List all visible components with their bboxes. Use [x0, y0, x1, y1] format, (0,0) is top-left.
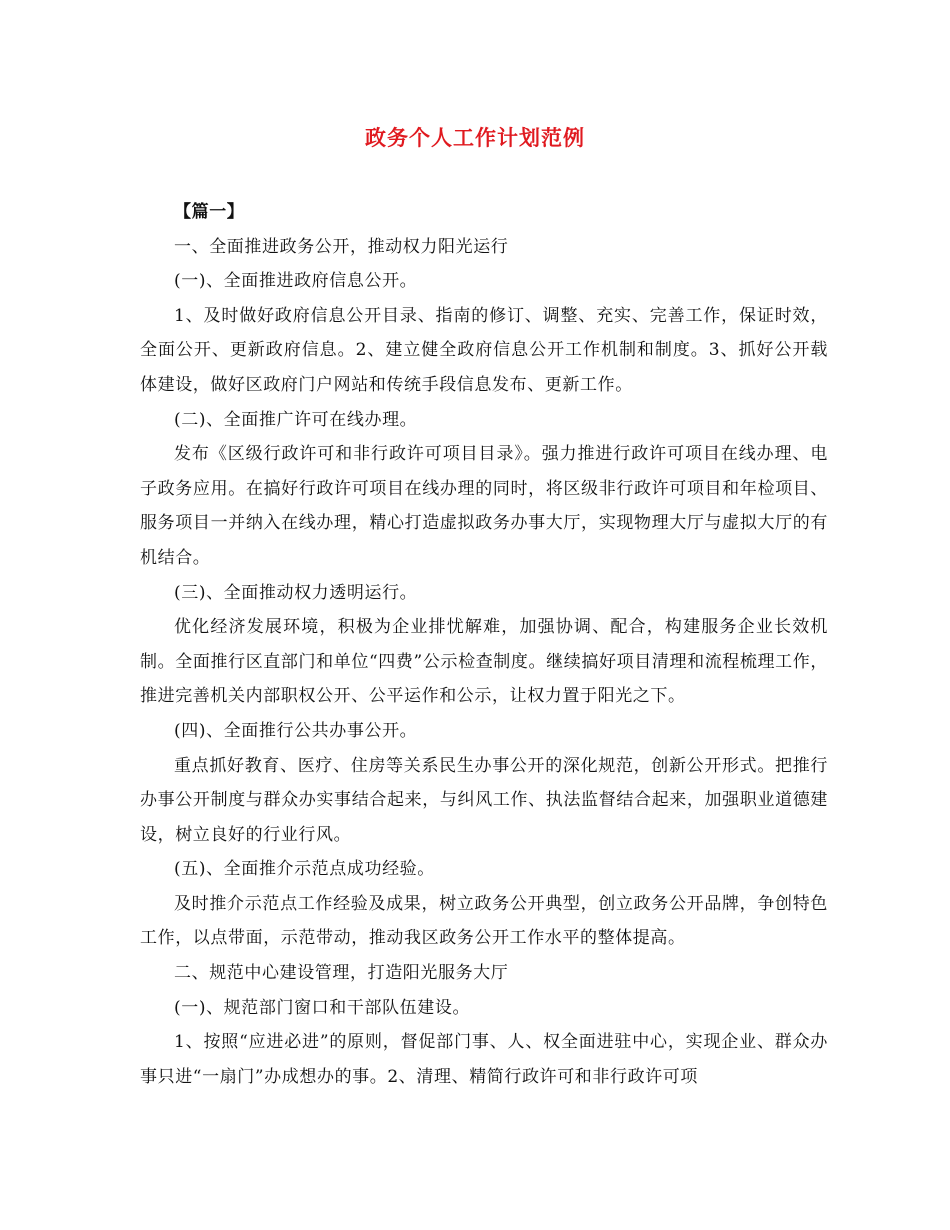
paragraph-1-4: 重点抓好教育、医疗、住房等关系民生办事公开的深化规范，创新公开形式。把推行办事公开制度与群众办实事结合起来，与纠风工作、执法监督结合起来，加强职业道德建设，树立良好的行业行风。	[140, 755, 828, 845]
subheading-2-1: (一)、规范部门窗口和干部队伍建设。	[174, 997, 471, 1018]
document-body	[140, 195, 828, 1094]
heading-part-one: 一、全面推进政务公开，推动权力阳光运行	[174, 236, 509, 257]
subheading-1-4: (四)、全面推行公共办事公开。	[174, 720, 418, 741]
subheading-1-5: (五)、全面推介示范点成功经验。	[174, 859, 435, 880]
document-title: 政务个人工作计划范例	[365, 125, 585, 150]
paragraph-1-1: 1、及时做好政府信息公开目录、指南的修订、调整、充实、完善工作，保证时效，全面公开、更新政府信息。2、建立健全政府信息公开工作机制和制度。3、抓好公开载体建设，做好区政府门户网站和传统手段信息发布、更新工作。	[140, 305, 828, 395]
paragraph-1-2: 发布《区级行政许可和非行政许可项目目录》。强力推进行政许可项目在线办理、电子政务应用。在搞好行政许可项目在线办理的同时，将区级非行政许可项目和年检项目、服务项目一并纳入在线办理，精心打造虚拟政务办事大厅，实现物理大厅与虚拟大厅的有机结合。	[140, 444, 828, 568]
paragraph-1-5: 及时推介示范点工作经验及成果，树立政务公开典型，创立政务公开品牌，争创特色工作，以点带面，示范带动，推动我区政务公开工作水平的整体提高。	[140, 893, 828, 949]
paragraph-2-1: 1、按照“应进必进”的原则，督促部门事、人、权全面进驻中心，实现企业、群众办事只进“一扇门”办成想办的事。2、清理、精简行政许可和非行政许可项	[140, 1032, 828, 1087]
paragraph-1-3: 优化经济发展环境，积极为企业排忧解难，加强协调、配合，构建服务企业长效机制。全面推行区直部门和单位“四费”公示检查制度。继续搞好项目清理和流程梳理工作，推进完善机关内部职权公开、公平运作和公示，让权力置于阳光之下。	[140, 617, 828, 707]
heading-part-two: 二、规范中心建设管理，打造阳光服务大厅	[174, 963, 509, 984]
subheading-1-3: (三)、全面推动权力透明运行。	[174, 582, 418, 603]
subheading-1-2: (二)、全面推广许可在线办理。	[174, 409, 418, 430]
subheading-1-1: (一)、全面推进政府信息公开。	[174, 271, 418, 292]
section-heading-chapter-one: 【篇一】	[174, 202, 245, 222]
